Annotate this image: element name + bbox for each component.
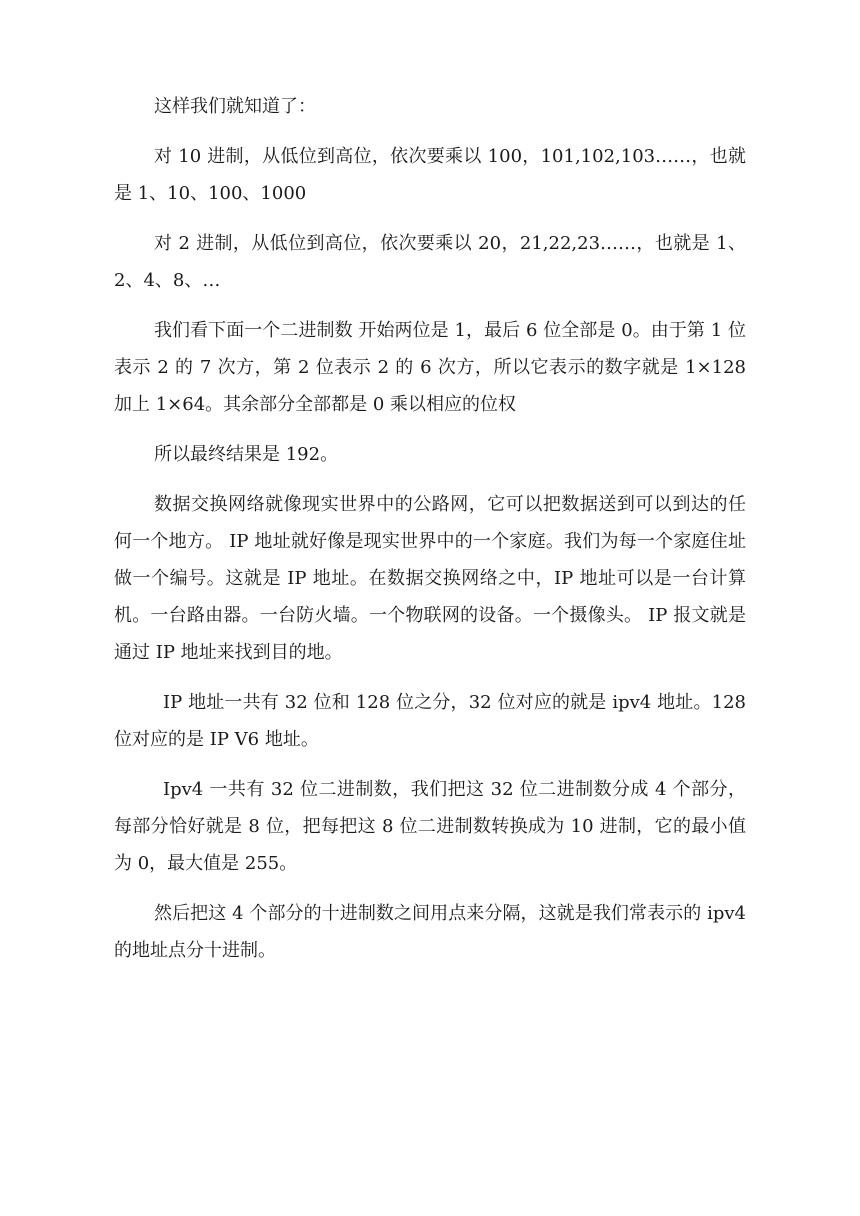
paragraph-4: 我们看下面一个二进制数 开始两位是 1，最后 6 位全部是 0。由于第 1 位表示 2 的 7 次方，第 2 位表示 2 的 6 次方，所以它表示的数字就是 1×128 加上 1×64。其余部分全部都是 0 乘以相应的位权: [114, 320, 746, 415]
paragraph-5: 所以最终结果是 192。: [154, 444, 339, 465]
paragraph-8: Ipv4 一共有 32 位二进制数，我们把这 32 位二进制数分成 4 个部分，每部分恰好就是 8 位，把每把这 8 位二进制数转换成为 10 进制，它的最小值为 0，最大值是 255。: [114, 779, 746, 874]
document-body: [114, 88, 746, 982]
paragraph-6: 数据交换网络就像现实世界中的公路网，它可以把数据送到可以到达的任何一个地方。 IP 地址就好像是现实世界中的一个家庭。我们为每一个家庭住址做一个编号。这就是 IP 地址。在数据交换网络之中，IP 地址可以是一台计算机。一台路由器。一台防火墙。一个物联网的设备。一个摄像头。 IP 报文就是通过 IP 地址来找到目的地。: [114, 494, 746, 663]
paragraph-9: 然后把这 4 个部分的十进制数之间用点来分隔，这就是我们常表示的 ipv4 的地址点分十进制。: [114, 903, 746, 961]
paragraph-1: 这样我们就知道了：: [154, 96, 316, 117]
paragraph-2: 对 10 进制，从低位到高位，依次要乘以 100，101,102,103……，也就是 1、10、100、1000: [114, 146, 746, 204]
paragraph-7: IP 地址一共有 32 位和 128 位之分，32 位对应的就是 ipv4 地址。128 位对应的是 IP V6 地址。: [114, 692, 746, 750]
paragraph-3: 对 2 进制，从低位到高位，依次要乘以 20，21,22,23……，也就是 1、2、4、8、…: [114, 233, 746, 291]
